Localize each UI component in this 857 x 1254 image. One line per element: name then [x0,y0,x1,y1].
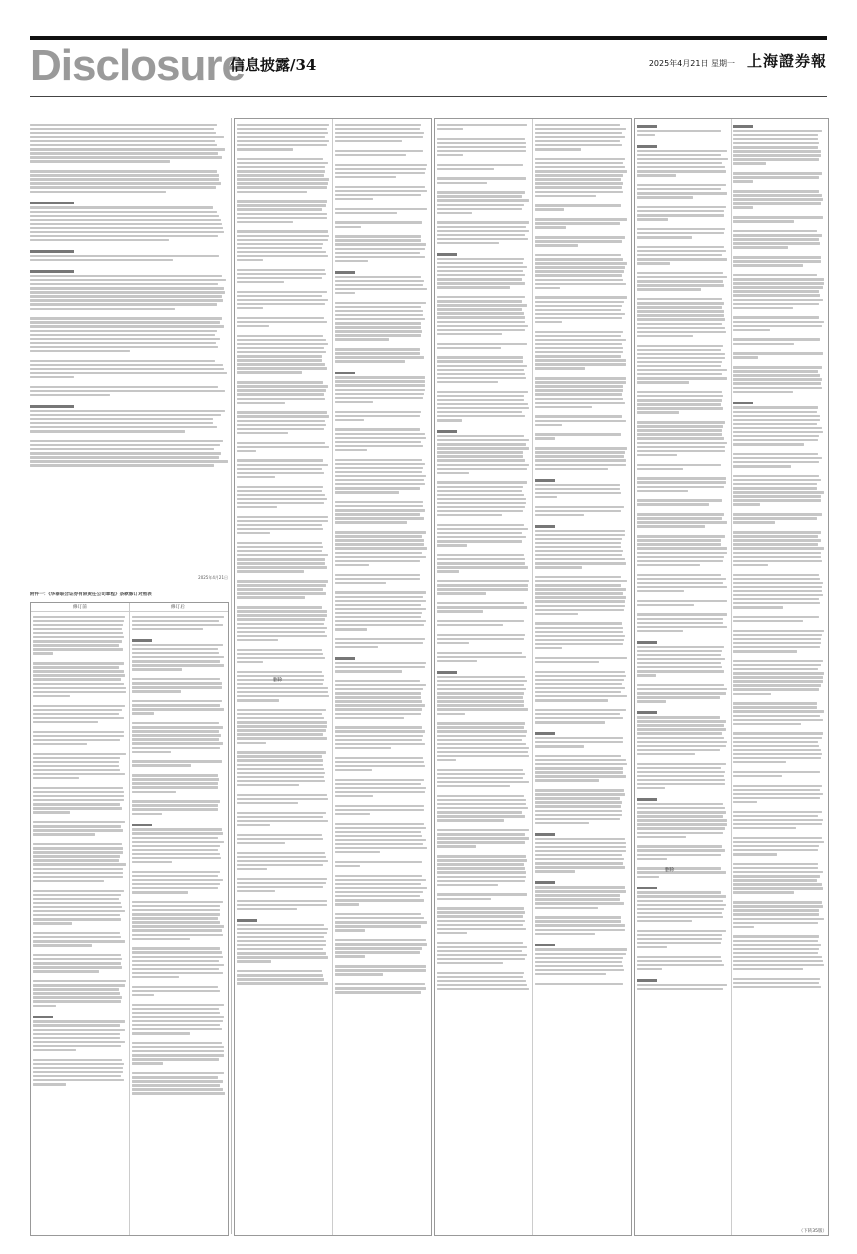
clause-heading-mark [30,250,74,253]
top-rule [30,36,827,40]
text-line [30,259,173,261]
notice-signature: 2025年4月21日 [198,575,228,580]
text-line [30,350,130,352]
amendment-table-continued [634,118,829,1236]
text-line [30,152,218,154]
table-divider [532,119,533,1235]
text-line [30,452,221,454]
deleted-note: 删除 [273,678,283,683]
text-line [30,283,218,285]
text-line [30,219,221,221]
paragraph-gap [30,263,228,267]
text-line [30,464,214,466]
text-line [30,386,218,388]
table-divider [332,119,333,1235]
text-line [30,174,219,176]
text-line [30,376,74,378]
text-line [30,291,225,293]
paragraph-gap [30,468,228,472]
masthead [30,41,827,90]
text-line [30,410,225,412]
text-line [30,308,175,310]
paragraph-gap [30,380,228,384]
table-divider [731,119,732,1235]
issue-date: 2025年4月21日 星期一 [648,59,735,68]
text-line [30,211,217,213]
text-line [30,235,218,237]
text-line [30,132,216,134]
text-line [30,191,166,193]
masthead-rule [30,96,827,97]
text-line [30,390,225,392]
text-line [30,215,219,217]
text-line [30,170,217,172]
paragraph-gap [30,195,228,199]
text-line [30,444,220,446]
text-line [30,156,222,158]
page-body [30,118,827,1234]
text-line [30,440,223,442]
text-line [30,364,223,366]
clause-heading-mark [30,270,74,273]
text-line [30,160,170,162]
text-line [30,414,221,416]
text-line [30,394,110,396]
amendment-table-continued [234,118,432,1236]
text-line [30,360,215,362]
clause-heading-mark [30,202,74,205]
masthead-wordmark: Disclosure [30,41,245,90]
text-line [30,338,220,340]
table-header-before: 修订前 [73,605,87,610]
text-line [30,372,227,374]
text-line [30,321,220,323]
text-line [30,426,217,428]
text-line [30,303,217,305]
text-line [30,368,224,370]
amendment-table-continued [434,118,632,1236]
text-line [30,422,213,424]
text-line [30,275,222,277]
text-line [30,124,217,126]
clause-heading-mark [30,405,74,408]
text-line [30,299,223,301]
text-line [30,430,185,432]
text-line [30,295,222,297]
text-line [30,178,219,180]
text-line [30,334,215,336]
continued-note: （下转35版） [798,1229,827,1234]
text-line [30,325,224,327]
body-text-block [30,122,228,570]
text-line [30,182,221,184]
paragraph-gap [30,354,228,358]
text-line [30,144,217,146]
text-line [30,186,216,188]
text-line [30,287,224,289]
text-line [30,342,216,344]
text-line [30,239,169,241]
text-line [30,346,218,348]
text-line [30,279,226,281]
text-line [30,460,228,462]
paragraph-gap [30,312,228,316]
text-line [30,206,213,208]
text-line [30,231,224,233]
text-line [30,456,219,458]
paragraph-gap [30,398,228,402]
newspaper-logo: 上海證券報 [746,52,827,70]
paragraph-gap [30,243,228,247]
text-line [30,128,214,130]
paragraph-gap [30,164,228,168]
section-title: 信息披露/34 [230,56,317,74]
text-line [30,448,214,450]
paragraph-gap [30,434,228,438]
text-line [30,223,222,225]
notice-title: 附件一：《华泰联合证券有限责任公司章程》条款修订对照表 [30,592,152,597]
text-line [30,140,215,142]
text-line [30,227,223,229]
text-line [30,317,222,319]
table-header-after: 修订后 [171,605,185,610]
deleted-note: 删除 [665,868,675,873]
text-line [30,136,224,138]
text-line [30,148,225,150]
text-line [30,330,217,332]
table-divider [129,603,130,1235]
table-row [31,611,228,612]
amendment-table [30,602,229,1236]
text-line [30,255,219,257]
text-line [30,418,213,420]
column-divider [231,118,232,1234]
